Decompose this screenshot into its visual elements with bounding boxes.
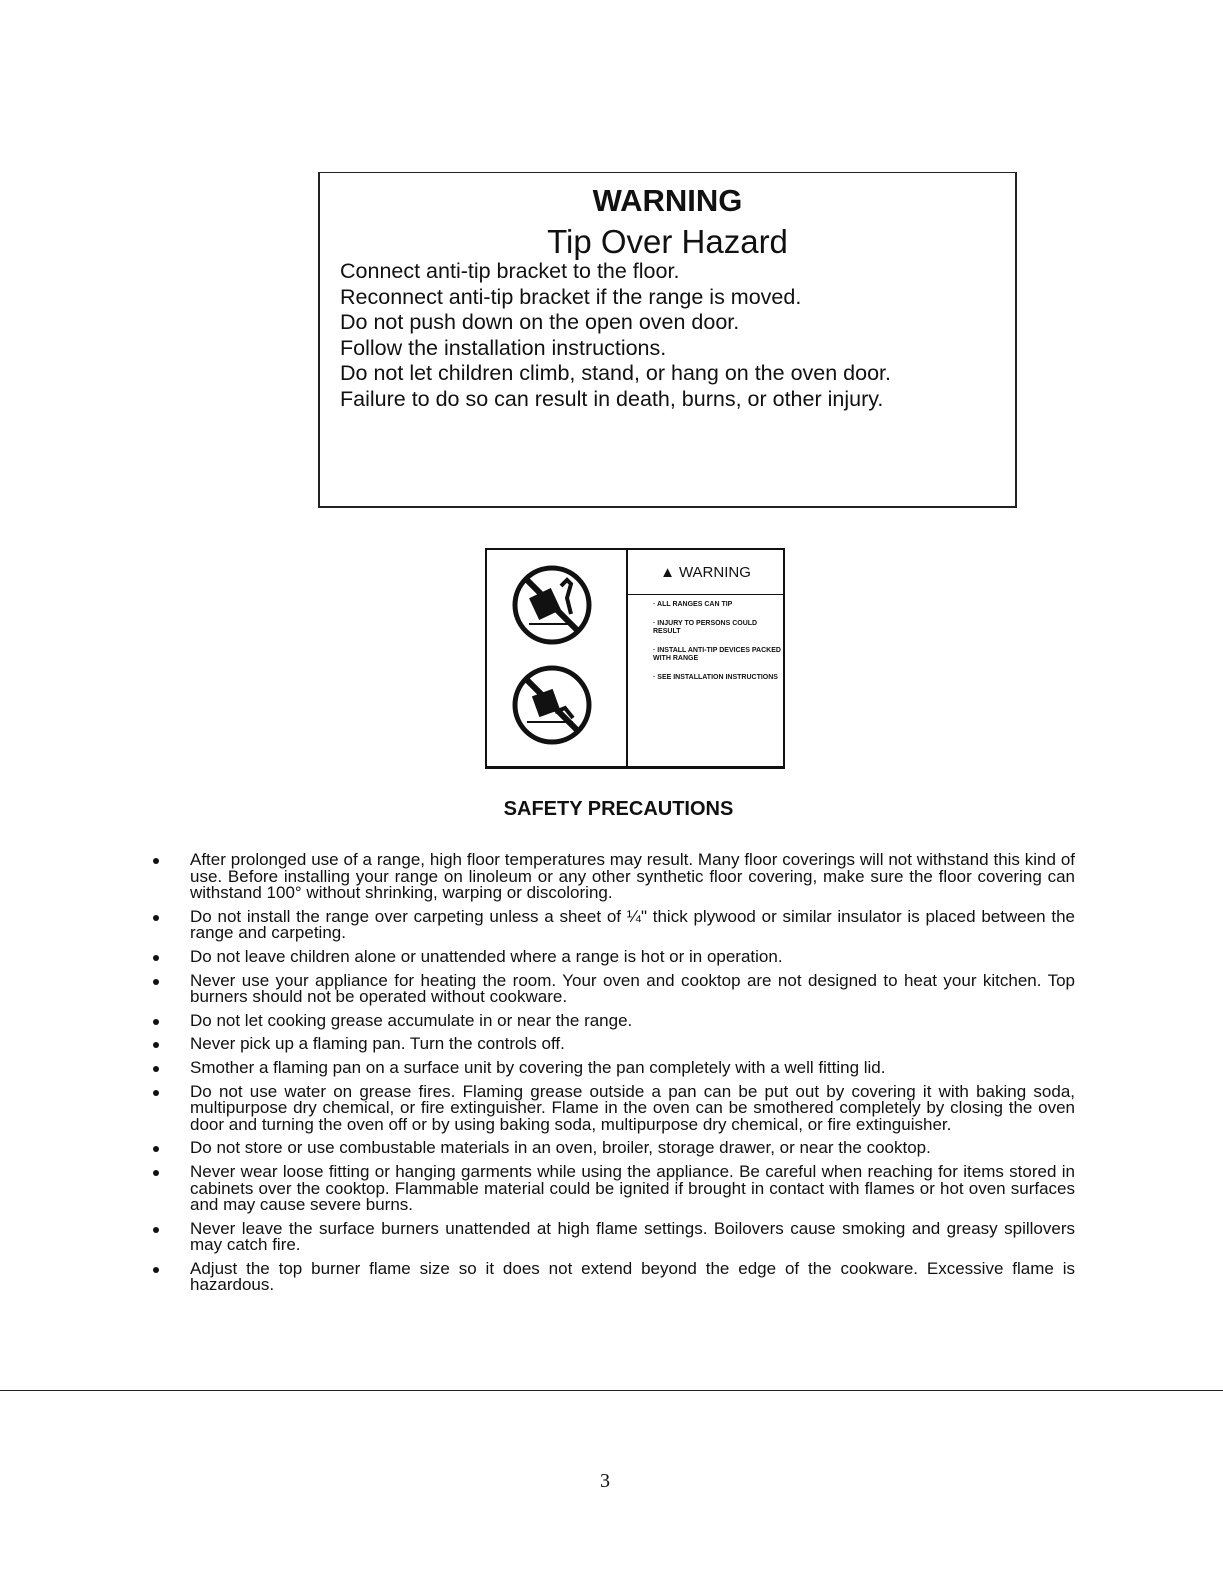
list-item [150,1057,1075,1077]
bullet-icon [153,1146,159,1152]
item-text: Do not store or use combustable materials in an oven, broiler, storage drawer, or near the cooktop. [190,1138,931,1158]
bullet-icon [153,979,159,985]
bullet-icon [153,1042,159,1048]
label-item: · SEE INSTALLATION INSTRUCTIONS [653,674,778,681]
list-item [150,1218,1075,1255]
safety-precautions-heading: SAFETY PRECAUTIONS [503,798,734,820]
list-item [150,946,1075,966]
safety-precautions-list [150,852,1075,1301]
bullet-icon [153,1227,159,1233]
bullet-icon [153,1019,159,1025]
label-items [628,595,783,682]
item-text: Never leave the surface burners unattended at high flame settings. Boilovers cause smoking and greasy spillovers may catch fire. [190,1218,1075,1255]
bullet-icon [153,955,159,961]
list-item [150,1140,1075,1157]
warning-subtitle: Tip Over Hazard [547,223,788,260]
tip-over-warning-box [318,172,1017,508]
item-text: Adjust the top burner flame size so it does not extend beyond the edge of the cookware. Excessive flame is hazardous. [190,1258,1075,1295]
list-item [150,906,1075,943]
label-item: · INSTALL ANTI-TIP DEVICES PACKED WITH RANGE [653,647,781,662]
warning-title: WARNING [592,183,743,218]
label-text-panel [626,550,783,766]
list-item [150,1258,1075,1295]
anti-tip-warning-label [485,548,785,769]
warning-line: Reconnect anti-tip bracket if the range is moved. [340,284,802,309]
label-heading [628,550,783,595]
list-item [150,1036,1075,1053]
list-item [150,1081,1075,1134]
warning-lines [340,259,891,412]
item-text: Do not use water on grease fires. Flaming grease outside a pan can be put out by covering it with baking soda, multipurpose dry chemical, or fire extinguisher. Flame in the oven can be smothered completely by closing the oven door and turning the oven off or by using baking soda, multipurpose dry chemical, or fire extinguisher. [190,1081,1075,1134]
list-item [150,852,1075,902]
warning-line: Connect anti-tip bracket to the floor. [340,259,680,283]
bullet-icon [153,858,159,864]
item-text: Do not install the range over carpeting unless a sheet of ¼" thick plywood or similar insulator is placed between the range and carpeting. [190,906,1075,943]
bullet-icon [153,1170,159,1176]
bullet-icon [153,1090,159,1096]
list-item [150,970,1075,1007]
item-text: Never wear loose fitting or hanging garments while using the appliance. Be careful when reaching for items stored in cabinets over the cooktop. Flammable material could be ignited if brought in contact with flames or hot oven surfaces and may cause severe burns. [190,1161,1075,1215]
item-text: Smother a flaming pan on a surface unit by covering the pan completely with a well fitting lid. [190,1057,886,1077]
label-item: · INJURY TO PERSONS COULD RESULT [653,620,758,635]
list-item [150,1161,1075,1215]
no-tipping-range-icon [511,564,593,646]
item-text: Never use your appliance for heating the room. Your oven and cooktop are not designed to heat your kitchen. Top burners should not be operated without cookware. [190,970,1075,1007]
warning-line: Failure to do so can result in death, burns, or other injury. [340,386,884,411]
warning-line: Do not let children climb, stand, or hang on the oven door. [340,361,891,385]
no-climbing-door-icon [511,664,593,746]
item-text: Never pick up a flaming pan. Turn the controls off. [190,1034,565,1054]
list-item [150,1010,1075,1030]
warning-line: Follow the installation instructions. [340,335,667,360]
bullet-icon [153,915,159,921]
label-heading-text: WARNING [678,563,751,581]
warning-triangle-icon: ▲ [660,563,675,581]
item-text: Do not leave children alone or unattended where a range is hot or in operation. [190,946,783,966]
label-item: · ALL RANGES CAN TIP [653,601,733,608]
bullet-icon [153,1066,159,1072]
horizontal-divider [0,1390,1223,1391]
page-number: 3 [600,1470,610,1492]
label-pictograms [487,550,624,766]
item-text: After prolonged use of a range, high floor temperatures may result. Many floor coverings will not withstand this kind of use. Before installing your range on linoleum or any other synthetic floor covering, make sure the floor covering can withstand 100° without shrinking, warping or discoloring. [190,850,1075,903]
item-text: Do not let cooking grease accumulate in or near the range. [190,1010,633,1030]
warning-line: Do not push down on the open oven door. [340,310,740,334]
bullet-icon [153,1267,159,1273]
